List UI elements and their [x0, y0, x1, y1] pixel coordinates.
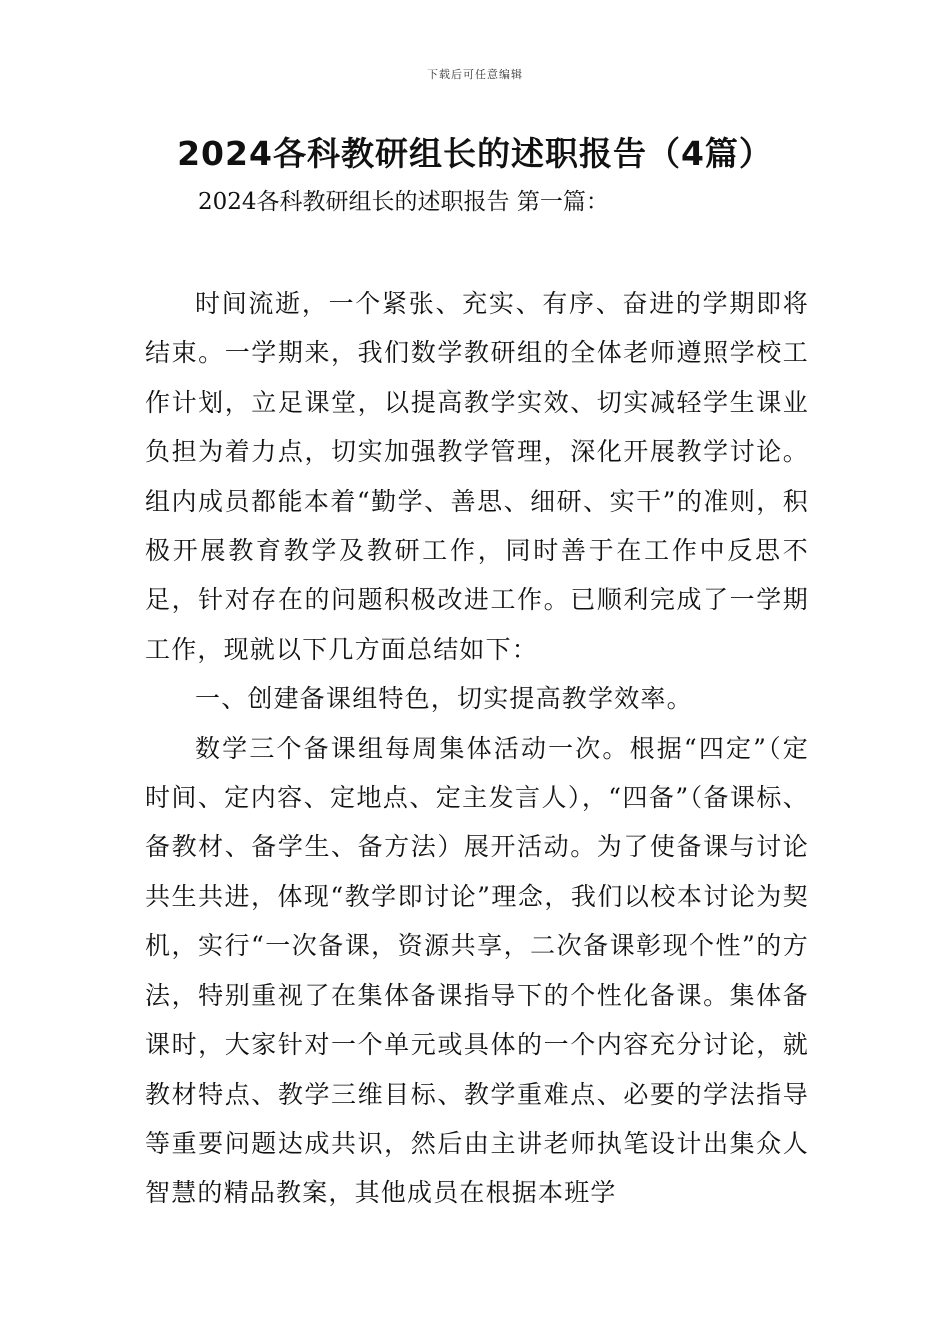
document-subtitle: 2024各科教研组长的述职报告 第一篇：	[198, 189, 609, 215]
document-body	[145, 279, 809, 1218]
paragraph-intro: 时间流逝，一个紧张、充实、有序、奋进的学期即将结束。一学期来，我们数学教研组的全体老师遵照学校工作计划，立足课堂，以提高教学实效、切实减轻学生课业负担为着力点，切实加强教学管理，深化开展教学讨论。组内成员都能本着“勤学、善思、细研、实干”的准则，积极开展教育教学及教研工作，同时善于在工作中反思不足，针对存在的问题积极改进工作。已顺利完成了一学期工作，现就以下几方面总结如下：	[145, 289, 809, 664]
header-note: 下载后可任意编辑	[427, 68, 523, 81]
paragraph-section-1: 数学三个备课组每周集体活动一次。根据“四定”（定时间、定内容、定地点、定主发言人），“四备”（备课标、备教材、备学生、备方法）展开活动。为了使备课与讨论共生共进，体现“教学即讨论”理念，我们以校本讨论为契机，实行“一次备课，资源共享，二次备课彰现个性”的方法，特别重视了在集体备课指导下的个性化备课。集体备课时，大家针对一个单元或具体的一个内容充分讨论，就教材特点、教学三维目标、教学重难点、必要的学法指导等重要问题达成共识，然后由主讲老师执笔设计出集众人智慧的精品教案，其他成员在根据本班学	[145, 733, 809, 1208]
section-heading-1: 一、创建备课组特色，切实提高教学效率。	[195, 684, 693, 714]
document-title: 2024各科教研组长的述职报告（4篇）	[177, 134, 773, 173]
